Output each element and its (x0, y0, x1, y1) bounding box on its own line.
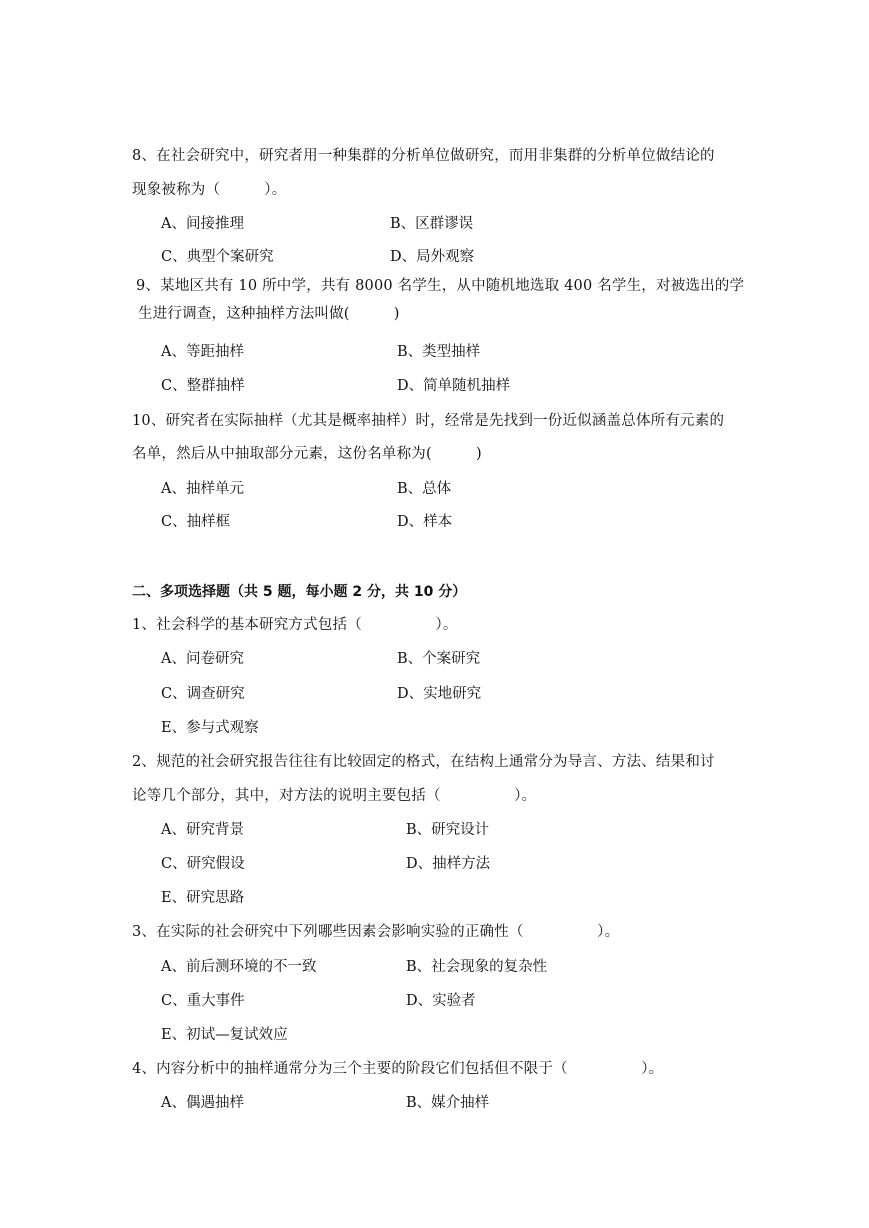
q9-stem-line1: 9、某地区共有 10 所中学，共有 8000 名学生，从中随机地选取 400 名学生，对被选出的学 (136, 278, 745, 294)
q10-option-a: A、抽样单元 (161, 481, 244, 497)
q10-stem-line2: 名单，然后从中抽取部分元素，这份名单称为( ) (132, 446, 482, 462)
m3-option-b: B、社会现象的复杂性 (406, 959, 548, 975)
q10-option-b: B、总体 (397, 481, 452, 497)
m1-option-e: E、参与式观察 (161, 720, 259, 736)
q9-option-b: B、类型抽样 (397, 344, 481, 360)
q9-option-d: D、简单随机抽样 (397, 378, 511, 394)
m2-option-e: E、研究思路 (161, 890, 245, 906)
m1-stem: 1、社会科学的基本研究方式包括（ ）。 (132, 617, 458, 633)
m1-option-b: B、个案研究 (397, 651, 481, 667)
m3-option-e: E、初试—复试效应 (161, 1027, 288, 1043)
m2-option-c: C、研究假设 (161, 856, 245, 872)
q10-option-d: D、样本 (397, 514, 453, 530)
q8-option-b: B、区群谬误 (390, 216, 474, 232)
m4-option-b: B、媒介抽样 (406, 1095, 490, 1111)
m2-option-b: B、研究设计 (406, 822, 490, 838)
section-heading: 二、多项选择题（共 5 题，每小题 2 分，共 10 分） (132, 584, 467, 600)
m1-option-a: A、问卷研究 (161, 651, 244, 667)
q8-stem-line1: 8、在社会研究中，研究者用一种集群的分析单位做研究，而用非集群的分析单位做结论的 (132, 148, 715, 164)
m2-option-d: D、抽样方法 (406, 856, 491, 872)
m1-option-d: D、实地研究 (397, 686, 482, 702)
q8-option-c: C、典型个案研究 (161, 249, 274, 265)
q9-option-a: A、等距抽样 (161, 344, 244, 360)
q8-stem-line2: 现象被称为（ ）。 (132, 182, 287, 198)
m3-option-a: A、前后测环境的不一致 (161, 959, 317, 975)
m2-option-a: A、研究背景 (161, 822, 244, 838)
m4-stem: 4、内容分析中的抽样通常分为三个主要的阶段它们包括但不限于（ ）。 (132, 1061, 664, 1077)
q9-stem-line2: 生进行调查，这种抽样方法叫做( ) (138, 306, 400, 322)
q10-option-c: C、抽样框 (161, 514, 231, 530)
m1-option-c: C、调查研究 (161, 686, 245, 702)
q10-stem-line1: 10、研究者在实际抽样（尤其是概率抽样）时，经常是先找到一份近似涵盖总体所有元素的 (132, 413, 725, 429)
m3-option-c: C、重大事件 (161, 993, 245, 1009)
m2-stem-line1: 2、规范的社会研究报告往往有比较固定的格式，在结构上通常分为导言、方法、结果和讨 (132, 754, 715, 770)
q9-option-c: C、整群抽样 (161, 378, 245, 394)
q8-option-a: A、间接推理 (161, 216, 244, 232)
m4-option-a: A、偶遇抽样 (161, 1095, 244, 1111)
m3-stem: 3、在实际的社会研究中下列哪些因素会影响实验的正确性（ ）。 (132, 924, 620, 940)
q8-option-d: D、局外观察 (390, 249, 475, 265)
m2-stem-line2: 论等几个部分，其中，对方法的说明主要包括（ ）。 (132, 788, 537, 804)
m3-option-d: D、实验者 (406, 993, 476, 1009)
